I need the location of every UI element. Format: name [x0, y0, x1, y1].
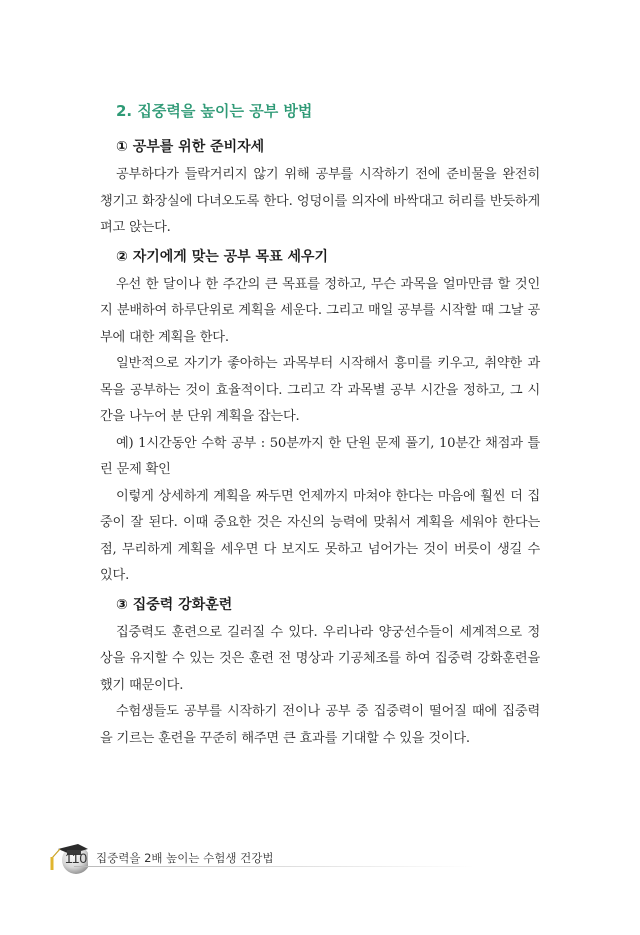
paragraph: 일반적으로 자기가 좋아하는 과목부터 시작해서 흥미를 키우고, 취약한 과목을 공부하는 것이 효율적이다. 그리고 각 과목별 공부 시간을 정하고, 그 시간을 나누어 분 단위 계획을 잡는다.	[100, 356, 540, 424]
footer-divider	[74, 866, 474, 867]
subsection-heading: ② 자기에게 맞는 공부 목표 세우기	[116, 248, 329, 265]
subsection-preparation	[100, 132, 540, 242]
paragraph: 이렇게 상세하게 계획을 짜두면 언제까지 마쳐야 한다는 마음에 훨씬 더 집중이 잘 된다. 이때 중요한 것은 자신의 능력에 맞춰서 계획을 세워야 한다는 점, 무리하게 계획을 세우면 다 보지도 못하고 넘어가는 것이 버릇이 생길 수 있다.	[100, 488, 540, 583]
subsection-goals	[100, 242, 540, 590]
page-footer	[36, 826, 556, 886]
paragraph: 집중력도 훈련으로 길러질 수 있다. 우리나라 양궁선수들이 세계적으로 정상을 유지할 수 있는 것은 훈련 전 명상과 기공체조를 하여 집중력 강화훈련을 했기 때문이다.	[100, 624, 540, 693]
paragraph: 수험생들도 공부를 시작하기 전이나 공부 중 집중력이 떨어질 때에 집중력을 기르는 훈련을 꾸준히 해주면 큰 효과를 기대할 수 있을 것이다.	[100, 704, 540, 746]
paragraph: 우선 한 달이나 한 주간의 큰 목표를 정하고, 무슨 과목을 얼마만큼 할 것인지 분배하여 하루단위로 계획을 세운다. 그리고 매일 공부를 시작할 때 그날 공부에 대한 계획을 한다.	[100, 276, 540, 345]
subsection-heading: ① 공부를 위한 준비자세	[116, 139, 265, 155]
paragraph: 공부하다가 들락거리지 않기 위해 공부를 시작하기 전에 준비물을 완전히 챙기고 화장실에 다녀오도록 한다. 엉덩이를 의자에 바싹대고 허리를 반듯하게 펴고 앉는다.	[100, 167, 540, 235]
page-content	[100, 96, 540, 752]
page-number: 110	[64, 850, 88, 866]
section-title: 2. 집중력을 높이는 공부 방법	[116, 102, 313, 120]
paragraph-example: 예) 1시간동안 수학 공부 : 50분까지 한 단원 문제 풀기, 10분간 채점과 틀린 문제 확인	[100, 435, 540, 477]
book-title: 집중력을 2배 높이는 수험생 건강법	[96, 851, 274, 865]
subsection-training	[100, 590, 540, 753]
subsection-heading: ③ 집중력 강화훈련	[116, 596, 233, 613]
